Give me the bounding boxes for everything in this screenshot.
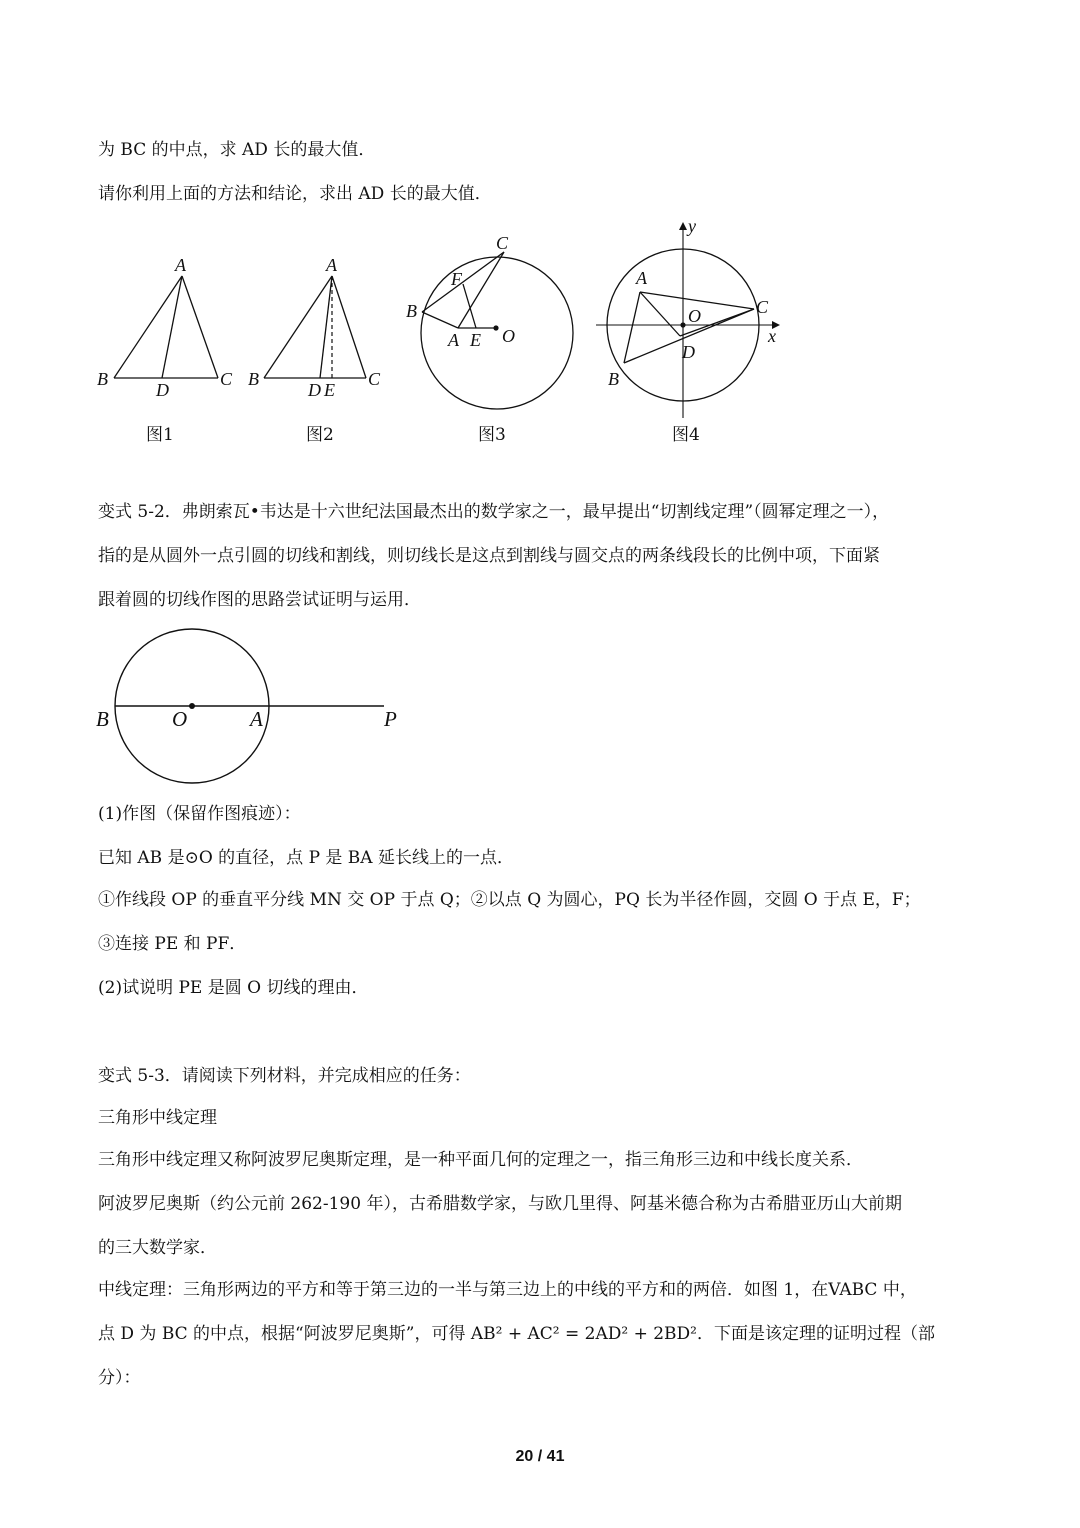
fig4-label-d: D	[682, 342, 695, 362]
fig3-caption: 图3	[478, 425, 506, 445]
fig4-caption: 图4	[672, 425, 700, 445]
text-line-top-2: 请你利用上面的方法和结论，求出 AD 长的最大值．	[98, 184, 492, 204]
fig1-line-ac	[182, 276, 218, 378]
label-o: O	[172, 707, 188, 731]
variant-5-2-q2: (2)试说明 PE 是圆 O 切线的理由．	[98, 978, 369, 998]
label-a: A	[250, 707, 263, 731]
fig4-label-x: x	[768, 326, 776, 346]
page-number: 20 / 41	[515, 1448, 565, 1465]
text-line-top-1: 为 BC 的中点，求 AD 长的最大值．	[98, 140, 376, 160]
fig3-label-e: E	[470, 330, 481, 350]
fig3-label-b: B	[406, 301, 417, 321]
figure-4	[594, 218, 794, 423]
variant-5-3-title: 三角形中线定理	[98, 1108, 217, 1128]
figure-3	[404, 232, 584, 422]
variant-5-3-p3c: 分）：	[98, 1368, 141, 1388]
fig3-label-c: C	[496, 233, 509, 253]
fig4-point-o	[680, 322, 685, 327]
variant-5-2-line-3: 跟着圆的切线作图的思路尝试证明与运用．	[98, 590, 421, 610]
fig2-line-ac	[332, 276, 366, 378]
variant-5-2-line-1: 变式 5-2．弗朗索瓦•韦达是十六世纪法国最杰出的数学家之一，最早提出“切割线定理”（圆幂定理之一），	[98, 502, 890, 522]
figure-1	[92, 252, 242, 402]
fig2-label-c: C	[368, 369, 381, 389]
fig3-label-f: F	[451, 269, 462, 289]
fig1-label-d: D	[156, 380, 169, 400]
variant-5-3-line-1: 变式 5-3．请阅读下列材料，并完成相应的任务：	[98, 1066, 471, 1086]
fig4-line-ad	[640, 292, 680, 336]
variant-5-2-line-2: 指的是从圆外一点引圆的切线和割线，则切线长是这点到割线与圆交点的两条线段长的比例中项，下面紧	[98, 546, 880, 566]
label-p: P	[384, 707, 397, 731]
fig4-label-y: y	[688, 218, 696, 236]
fig1-label-c: C	[220, 369, 233, 389]
figure-circle-tangent	[92, 622, 412, 792]
variant-5-2-given: 已知 AB 是⊙O 的直径，点 P 是 BA 延长线上的一点．	[98, 848, 514, 868]
variant-5-3-p2b: 的三大数学家．	[98, 1238, 217, 1258]
fig3-point-o	[493, 325, 498, 330]
point-o	[189, 703, 195, 709]
fig4-line-ab	[624, 292, 640, 363]
fig2-label-a: A	[326, 255, 337, 275]
fig1-label-b: B	[97, 369, 108, 389]
fig3-circle	[421, 257, 573, 409]
fig2-label-b: B	[248, 369, 259, 389]
fig3-line-bc	[422, 252, 504, 312]
fig1-caption: 图1	[146, 425, 174, 445]
variant-5-3-p3a: 中线定理：三角形两边的平方和等于第三边的一半与第三边上的中线的平方和的两倍．如图 1，在VABC 中，	[98, 1280, 917, 1300]
fig3-line-ba	[422, 312, 458, 328]
fig1-label-a: A	[175, 255, 186, 275]
variant-5-3-p2a: 阿波罗尼奥斯（约公元前 262-190 年），古希腊数学家，与欧几里得、阿基米德合称为古希腊亚历山大前期	[98, 1194, 902, 1214]
figure-2	[246, 252, 396, 402]
variant-5-2-step3: ③连接 PE 和 PF．	[98, 934, 247, 954]
fig2-label-d: D	[308, 380, 321, 400]
fig4-label-a: A	[636, 268, 647, 288]
fig3-line-ef	[463, 284, 476, 328]
label-b: B	[96, 707, 109, 731]
variant-5-3-p1: 三角形中线定理又称阿波罗尼奥斯定理，是一种平面几何的定理之一，指三角形三边和中线长度关系．	[98, 1150, 863, 1170]
variant-5-2-step12: ①作线段 OP 的垂直平分线 MN 交 OP 于点 Q；②以点 Q 为圆心，PQ 长为半径作圆，交圆 O 于点 E，F；	[98, 890, 921, 910]
fig3-label-a: A	[448, 330, 459, 350]
fig2-caption: 图2	[306, 425, 334, 445]
fig4-label-b: B	[608, 369, 619, 389]
fig2-label-e: E	[324, 380, 335, 400]
variant-5-2-q1: (1)作图（保留作图痕迹）：	[98, 804, 301, 824]
fig4-label-c: C	[756, 297, 769, 317]
fig3-label-o: O	[502, 326, 515, 346]
fig4-y-arrow	[679, 222, 687, 230]
fig4-label-o: O	[688, 306, 701, 326]
variant-5-3-p3b: 点 D 为 BC 的中点，根据“阿波罗尼奥斯”，可得 AB² + AC² = 2AD² + 2BD²．下面是该定理的证明过程（部	[98, 1324, 935, 1344]
